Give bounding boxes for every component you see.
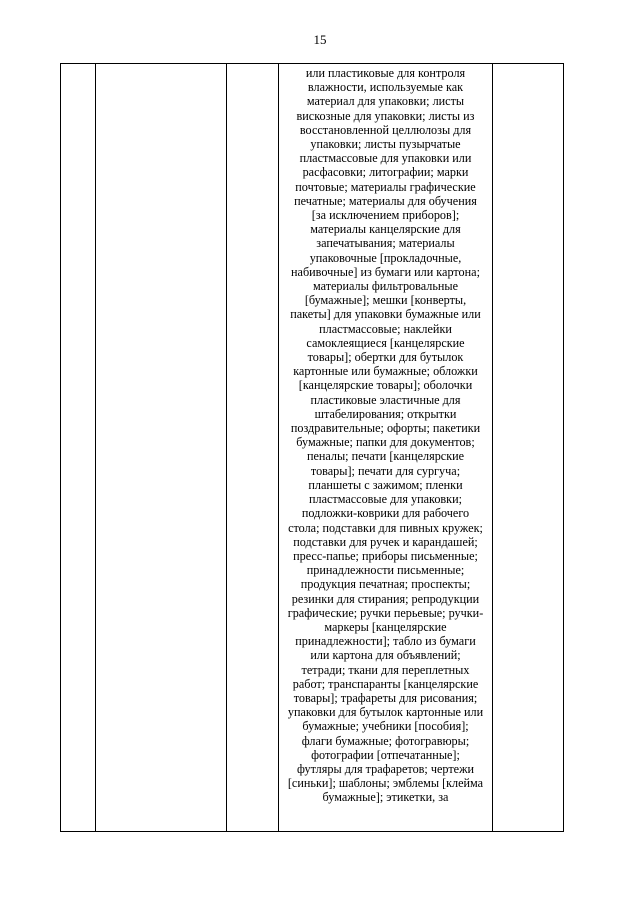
goods-description-text: или пластиковые для контроля влажности, используемые как материал для упаковки; листы вискозные для упаковки; листы из восстановленной целлюлозы для упаковки; листы пузырчатые пластмассовые для упаковки или расфасовки; литографии; марки почтовые; материалы графические печатные; материалы для обучения [за исключением приборов]; материалы канцелярские для запечатывания; материалы упаковочные [прокладочные, набивочные] из бумаги или картона; материалы фильтровальные [бумажные]; мешки [конверты, пакеты] для упаковки бумажные или пластмассовые; наклейки самоклеящиеся [канцелярские товары]; обертки для бутылок картонные или бумажные; обложки [канцелярские товары]; оболочки пластиковые эластичные для штабелирования; открытки поздравительные; офорты; пакетики бумажные; папки для документов; пеналы; печати [канцелярские товары]; печати для сургуча; планшеты с зажимом; пленки пластмассовые для упаковки; подложки-коврики для рабочего стола; подставки для пивных кружек; подставки для ручек и карандашей; пресс-папье; приборы письменные; принадлежности письменные; продукция печатная; проспекты; резинки для стирания; репродукции графические; ручки перьевые; ручки- маркеры [канцелярские принадлежности]; табло из бумаги или картона для объявлений; тетради; ткани для переплетных работ; транспаранты [канцелярские товары]; трафареты для рисования; упаковки для бутылок картонные или бумажные; учебники [пособия]; флаги бумажные; фотогравюры; фотографии [отпечатанные]; футляры для трафаретов; чертежи [синьки]; шаблоны; эмблемы [клейма бумажные]; этикетки, за [287,66,484,805]
table-cell-col2 [96,64,227,832]
goods-table [60,63,564,832]
table-cell-col5 [493,64,564,832]
table-row [61,64,564,832]
table-cell-col1 [61,64,96,832]
table-cell-goods-description [279,64,493,832]
page-number: 15 [313,32,327,47]
table-cell-col3 [227,64,279,832]
